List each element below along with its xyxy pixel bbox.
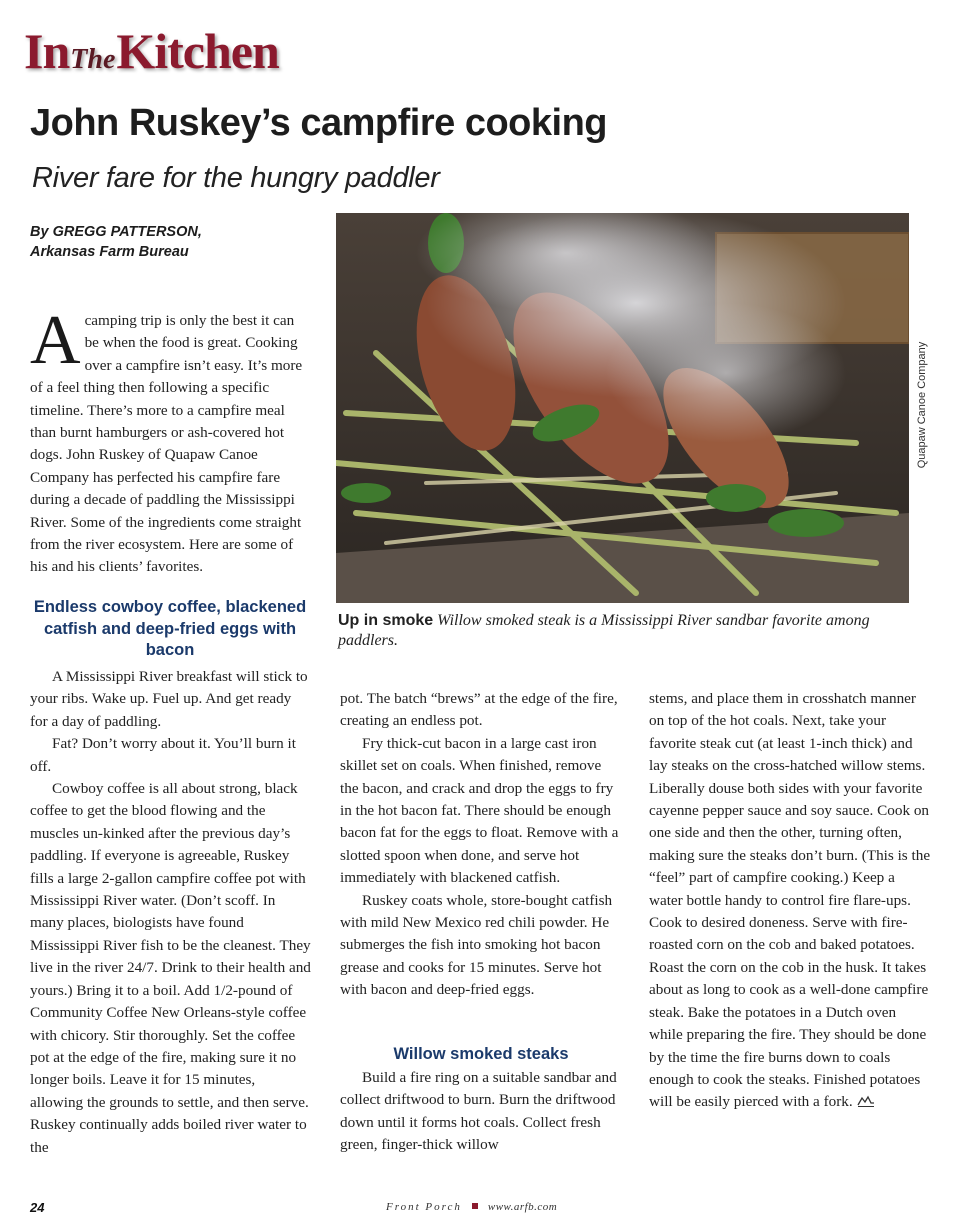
page-footer xyxy=(386,1201,626,1213)
intro-paragraph xyxy=(30,302,310,579)
page-number: 24 xyxy=(30,1200,45,1215)
footer-separator-icon xyxy=(472,1203,478,1209)
section-heading-breakfast: Endless cowboy coffee, blackened catfish and deep-fried eggs with bacon xyxy=(33,598,307,659)
byline-author: By GREGG PATTERSON, xyxy=(30,224,202,240)
intro-text: camping trip is only the best it can be when the food is great. Cooking over a campfire isn’t easy. It’s more of a feel thing then following a specific timeline. There’s more to a campfire meal than burnt hamburgers or ash-covered hot dogs. John Ruskey of Quapaw Canoe Company has perfected his campfire fare during a decade of paddling the Mississippi River. Some of the ingredients come straight from the river ecosystem. Here are some of his and his clients’ favorites. xyxy=(30,312,303,576)
section-heading-steaks: Willow smoked steaks xyxy=(393,1045,569,1063)
caption-text: Willow smoked steak is a Mississippi River sandbar favorite among paddlers. xyxy=(338,612,870,649)
paragraph: A Mississippi River breakfast will stick to your ribs. Wake up. Fuel up. And get ready for a day of paddling. xyxy=(30,668,308,730)
masthead-in: In xyxy=(24,23,70,79)
article-column-1 xyxy=(30,666,312,1159)
article-column-3 xyxy=(649,688,931,1114)
caption-lead: Up in smoke xyxy=(338,612,434,629)
byline-affiliation: Arkansas Farm Bureau xyxy=(30,244,189,260)
photo-illustration xyxy=(336,213,909,603)
article-subhead: River fare for the hungry paddler xyxy=(32,162,440,194)
byline xyxy=(30,222,310,262)
campfire-steak-photo xyxy=(336,213,909,603)
publication-name: Front Porch xyxy=(386,1201,462,1213)
paragraph: Ruskey coats whole, store-bought catfish with mild New Mexico red chili powder. He submerges the fish into smoking hot bacon grease and cooks for 15 minutes. Serve hot with bacon and deep-fried eggs. xyxy=(340,891,613,999)
footer-url: www.arfb.com xyxy=(487,1201,558,1213)
photo-credit xyxy=(912,213,932,605)
article-column-2-continued xyxy=(340,1067,622,1157)
paragraph: Cowboy coffee is all about strong, black coffee to get the blood flowing and the muscles un-kinked after the previous day’s paddling. If everyone is agreeable, Ruskey fills a large 2-gallon campfire coffee pot with Mississippi River water. (Don’t scoff. In many places, biologists have found Mississippi River fish to be the cleanest. They live in the river 24/7. Drink to their health and yours.) Bring it to a boil. Add 1/2-pound of Community Coffee New Orleans-style coffee with chicory. Stir thoroughly. Set the coffee pot at the edge of the fire, making sure it no longer boils. Leave it for 15 minutes, allowing the grounds to settle, and then serve. Ruskey continually adds boiled river water to the xyxy=(30,780,311,1156)
end-mark-icon xyxy=(857,1095,875,1107)
paragraph: Fry thick-cut bacon in a large cast iron skillet set on coals. When finished, remove the bacon, and crack and drop the eggs to fry in the hot bacon fat. There should be enough bacon fat for the eggs to float. Remove with a slotted spoon when done, and serve hot immediately with blackened catfish. xyxy=(340,734,619,887)
paragraph-text: stems, and place them in crosshatch manner on top of the hot coals. Next, take your favorite steak cut (at least 1-inch thick) and lay steaks on the cross-hatched willow stems. Liberally douse both sides with your favorite cayenne pepper sauce and soy sauce. Cook on one side and then the other, turning often, making sure the steaks don’t burn. (This is the “feel” part of campfire cooking.) Keep a water bottle handy to control fire flare-ups. Cook to desired doneness. Serve with fire-roasted corn on the cob and baked potatoes. Roast the corn on the cob in the husk. It takes about as long to cook as a well-done campfire steak. Bake the potatoes in a Dutch oven while preparing the fire. They should be done by the time the fire burns down to coals enough to cook the steaks. Finished potatoes will be easily pierced with a fork. xyxy=(649,690,931,1111)
paragraph xyxy=(649,688,931,1114)
masthead-logo xyxy=(24,22,279,79)
masthead-the: The xyxy=(70,44,116,75)
paragraph: Fat? Don’t worry about it. You’ll burn it off. xyxy=(30,735,296,775)
photo-credit-text: Quapaw Canoe Company xyxy=(916,341,928,469)
masthead-kitchen: Kitchen xyxy=(116,23,279,79)
paragraph: Build a fire ring on a suitable sandbar and collect driftwood to burn. Burn the driftwood down until it forms hot coals. Collect fresh green, finger-thick willow xyxy=(340,1069,617,1154)
paragraph: pot. The batch “brews” at the edge of the fire, creating an endless pot. xyxy=(340,690,618,730)
drop-cap: A xyxy=(30,302,81,379)
article-headline: John Ruskey’s campfire cooking xyxy=(30,102,607,144)
article-column-2 xyxy=(340,688,622,1002)
photo-caption xyxy=(338,611,928,651)
